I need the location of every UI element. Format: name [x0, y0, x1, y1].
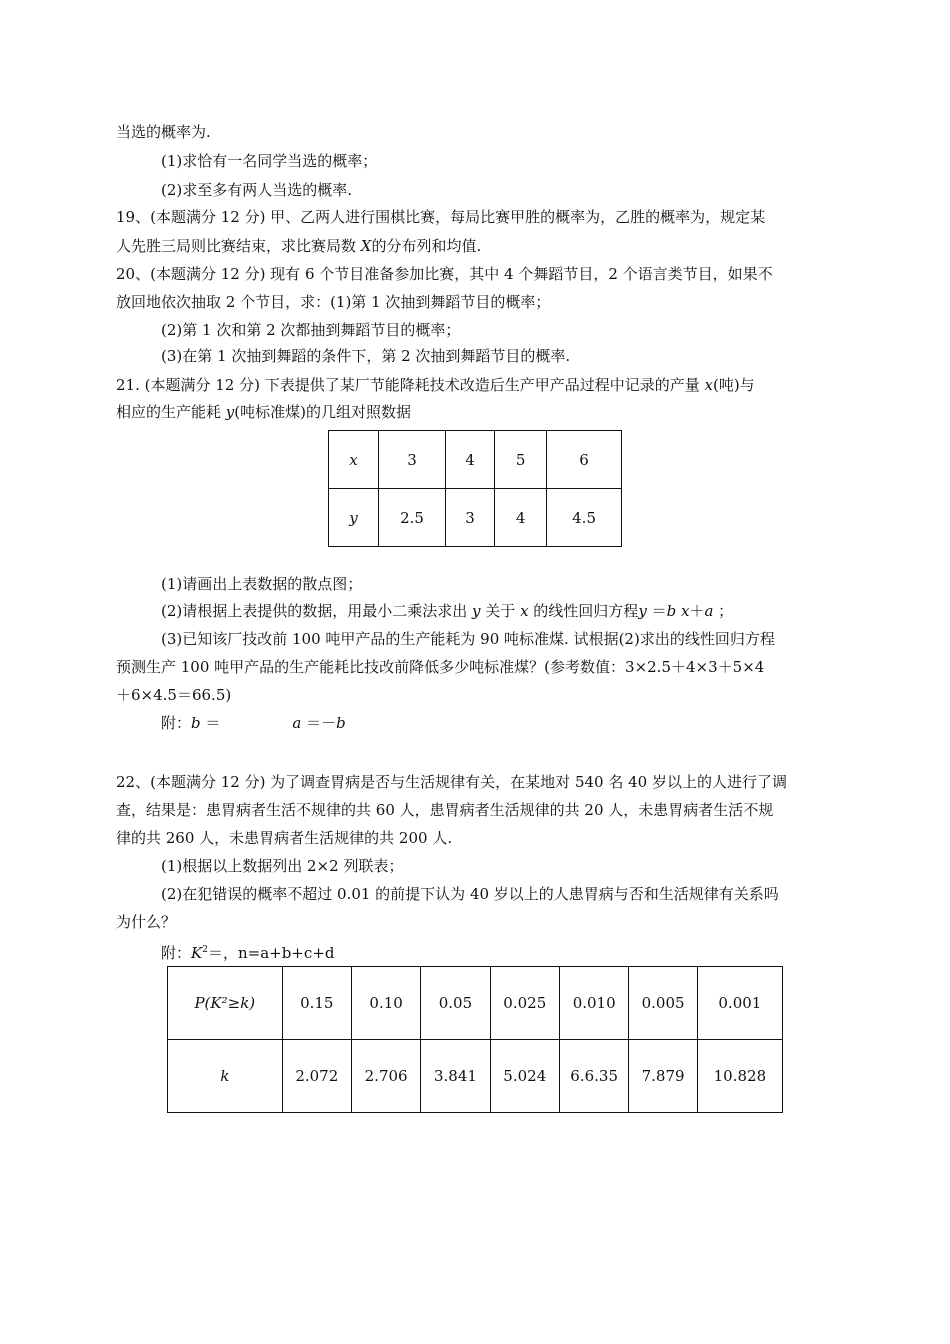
q22-part-1: (1)根据以上数据列出 2×2 列联表； — [161, 857, 404, 875]
table-cell: 6 — [547, 431, 622, 489]
q19-line-1: 19、(本题满分 12 分) 甲、乙两人进行围棋比赛，每局比赛甲胜的概率为，乙胜的概率为，规定某 — [116, 208, 766, 226]
q20-line-1: 20、(本题满分 12 分) 现有 6 个节目准备参加比赛，其中 4 个舞蹈节目，2 个语言类节目，如果不 — [116, 265, 773, 283]
q21-part-3-line-2: 预测生产 100 吨甲产品的生产能耗比技改前降低多少吨标准煤？(参考数值：3×2.5＋4×3＋5×4 — [116, 658, 765, 676]
table-cell: 0.10 — [351, 967, 420, 1040]
q22-line-2: 查，结果是：患胃病者生活不规律的共 60 人，患胃病者生活规律的共 20 人，未患胃病者生活不规 — [116, 801, 774, 819]
table-cell: 0.05 — [421, 967, 490, 1040]
critical-value-table — [167, 966, 783, 1113]
table-cell: 0.010 — [559, 967, 628, 1040]
table-cell: 3 — [446, 489, 495, 547]
table-cell: 4 — [495, 489, 547, 547]
part-1-line: (1)求恰有一名同学当选的概率； — [161, 152, 378, 170]
q22-line-1: 22、(本题满分 12 分) 为了调查胃病是否与生活规律有关，在某地对 540 名 40 岁以上的人进行了调 — [116, 773, 787, 791]
table-row-y — [329, 489, 622, 547]
row-label-probability: P(K²≥k) — [168, 967, 283, 1040]
table-cell: 2.5 — [379, 489, 446, 547]
text-line-1: 当选的概率为. — [116, 123, 211, 141]
q19-line-2: 人先胜三局则比赛结束，求比赛局数 X的分布列和均值. — [116, 237, 482, 255]
xy-data-table — [328, 430, 622, 547]
row-label-x: x — [329, 431, 379, 489]
q21-part-3-line-3: ＋6×4.5＝66.5) — [116, 686, 232, 704]
table-cell: 6.6.35 — [559, 1040, 628, 1113]
q20-line-4: (3)在第 1 次抽到舞蹈的条件下，第 2 次抽到舞蹈节目的概率. — [161, 347, 571, 365]
table-cell: 10.828 — [697, 1040, 782, 1113]
table-cell: 7.879 — [629, 1040, 697, 1113]
q20-line-2: 放回地依次抽取 2 个节目，求：(1)第 1 次抽到舞蹈节目的概率； — [116, 293, 551, 311]
row-label-y: y — [329, 489, 379, 547]
q21-part-1: (1)请画出上表数据的散点图； — [161, 575, 363, 593]
table-cell: 0.005 — [629, 967, 697, 1040]
table-cell: 0.001 — [697, 967, 782, 1040]
table-cell: 5 — [495, 431, 547, 489]
table-cell: 3.841 — [421, 1040, 490, 1113]
table-cell: 2.706 — [351, 1040, 420, 1113]
table-row-k — [168, 1040, 783, 1113]
q20-line-3: (2)第 1 次和第 2 次都抽到舞蹈节目的概率； — [161, 321, 461, 339]
row-label-k: k — [168, 1040, 283, 1113]
q21-line-2: 相应的生产能耗 y(吨标准煤)的几组对照数据 — [116, 403, 411, 421]
table-cell: 2.072 — [282, 1040, 351, 1113]
table-cell: 4.5 — [547, 489, 622, 547]
q21-part-2: (2)请根据上表提供的数据，用最小二乘法求出 y 关于 x 的线性回归方程y ＝b x＋a ； — [161, 602, 734, 620]
q22-part-2-line-1: (2)在犯错误的概率不超过 0.01 的前提下认为 40 岁以上的人患胃病与否和生活规律有关系吗 — [161, 885, 779, 903]
table-cell: 0.15 — [282, 967, 351, 1040]
table-row-probability — [168, 967, 783, 1040]
q21-part-3-line-1: (3)已知该厂技改前 100 吨甲产品的生产能耗为 90 吨标准煤. 试根据(2)求出的线性回归方程 — [161, 630, 775, 648]
table-cell: 0.025 — [490, 967, 559, 1040]
table-cell: 5.024 — [490, 1040, 559, 1113]
q22-part-2-line-2: 为什么？ — [116, 913, 177, 931]
q21-appendix: 附：b ＝ a ＝－b — [161, 714, 346, 732]
table-cell: 4 — [446, 431, 495, 489]
table-cell: 3 — [379, 431, 446, 489]
q21-line-1: 21. (本题满分 12 分) 下表提供了某厂节能降耗技术改造后生产甲产品过程中记录的产量 x(吨)与 — [116, 376, 755, 394]
q22-line-3: 律的共 260 人，未患胃病者生活规律的共 200 人. — [116, 829, 453, 847]
q22-appendix: 附：$K^2=$，n=a+b+c+d — [161, 944, 335, 962]
table-row-x — [329, 431, 622, 489]
part-2-line: (2)求至多有两人当选的概率. — [161, 181, 353, 199]
